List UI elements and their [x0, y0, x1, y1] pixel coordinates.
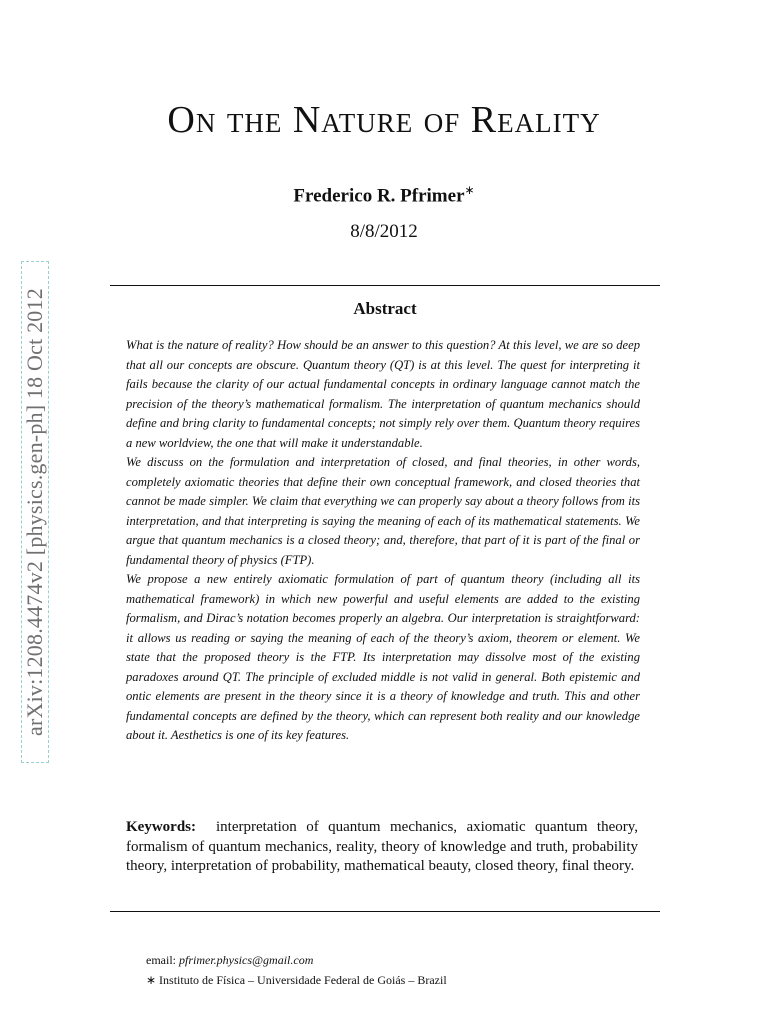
keywords-block	[126, 818, 638, 877]
abstract-heading: Abstract	[353, 299, 417, 318]
abstract-paragraph: What is the nature of reality? How should be an answer to this question? At this level, we are so deep that all our concepts are obscure. Quantum theory (QT) is at this level. The quest for interpreting it fails because the clarity of our actual fundamental concepts in ordinary language cannot match the precision of the theory’s mathematical formalism. The interpretation of quantum mechanics should define and bring clarity to fundamental concepts; not simply rely over them. Quantum theory requires a new worldview, the one that will make it understandable.	[126, 338, 640, 450]
keywords-text: interpretation of quantum mechanics, axiomatic quantum theory, formalism of quantum mechanics, reality, theory of knowledge and truth, probability theory, interpretation of probability, mathematical beauty, closed theory, final theory.	[126, 819, 638, 874]
arxiv-identifier: arXiv:1208.4474v2 [physics.gen-ph] 18 Oct 2012	[22, 262, 48, 762]
author-footnote-mark: ∗	[464, 183, 475, 197]
affiliation-footnote: ∗ Instituto de Física – Universidade Federal de Goiás – Brazil	[146, 973, 447, 987]
email-label: email:	[146, 953, 176, 967]
abstract-body	[126, 336, 640, 746]
abstract-paragraph: We propose a new entirely axiomatic formulation of part of quantum theory (including all its mathematical framework) in which new powerful and useful elements are added to the existing formalism, and Dirac’s notation becomes properly an algebra. Our interpretation is straightforward: it allows us reading or saying the meaning of each of the theory’s axiom, theorem or element. We state that the proposed theory is the FTP. Its interpretation may dissolve most of the existing paradoxes around QT. The principle of excluded middle is not valid in general. Both epistemic and ontic elements are present in the theory since it is a theory of knowledge and truth. This and other fundamental concepts are defined by the theory, which can represent both reality and our knowledge about it. Aesthetics is one of its key features.	[126, 572, 640, 742]
footnotes	[146, 950, 666, 990]
email-address: pfrimer.physics@gmail.com	[179, 953, 314, 967]
author-line	[0, 183, 768, 207]
bottom-rule	[110, 911, 660, 912]
email-footnote	[146, 950, 666, 970]
paper-date: 8/8/2012	[350, 221, 418, 242]
top-rule	[110, 285, 660, 286]
keywords-label: Keywords:	[126, 819, 196, 835]
abstract-paragraph: We discuss on the formulation and interpretation of closed, and final theories, in other words, completely axiomatic theories that define their own conceptual framework, and closed theories that cannot be made simpler. We claim that everything we can properly say about a theory follows from its interpretation, and that interpreting is saying the meaning of each of its mathematical statements. We argue that quantum mechanics is a closed theory; and, therefore, that part of it is part of the final or fundamental theory of physics (FTP).	[126, 455, 640, 567]
paper-title: On the Nature of Reality	[167, 99, 601, 141]
author-name: Frederico R. Pfrimer	[293, 185, 465, 207]
